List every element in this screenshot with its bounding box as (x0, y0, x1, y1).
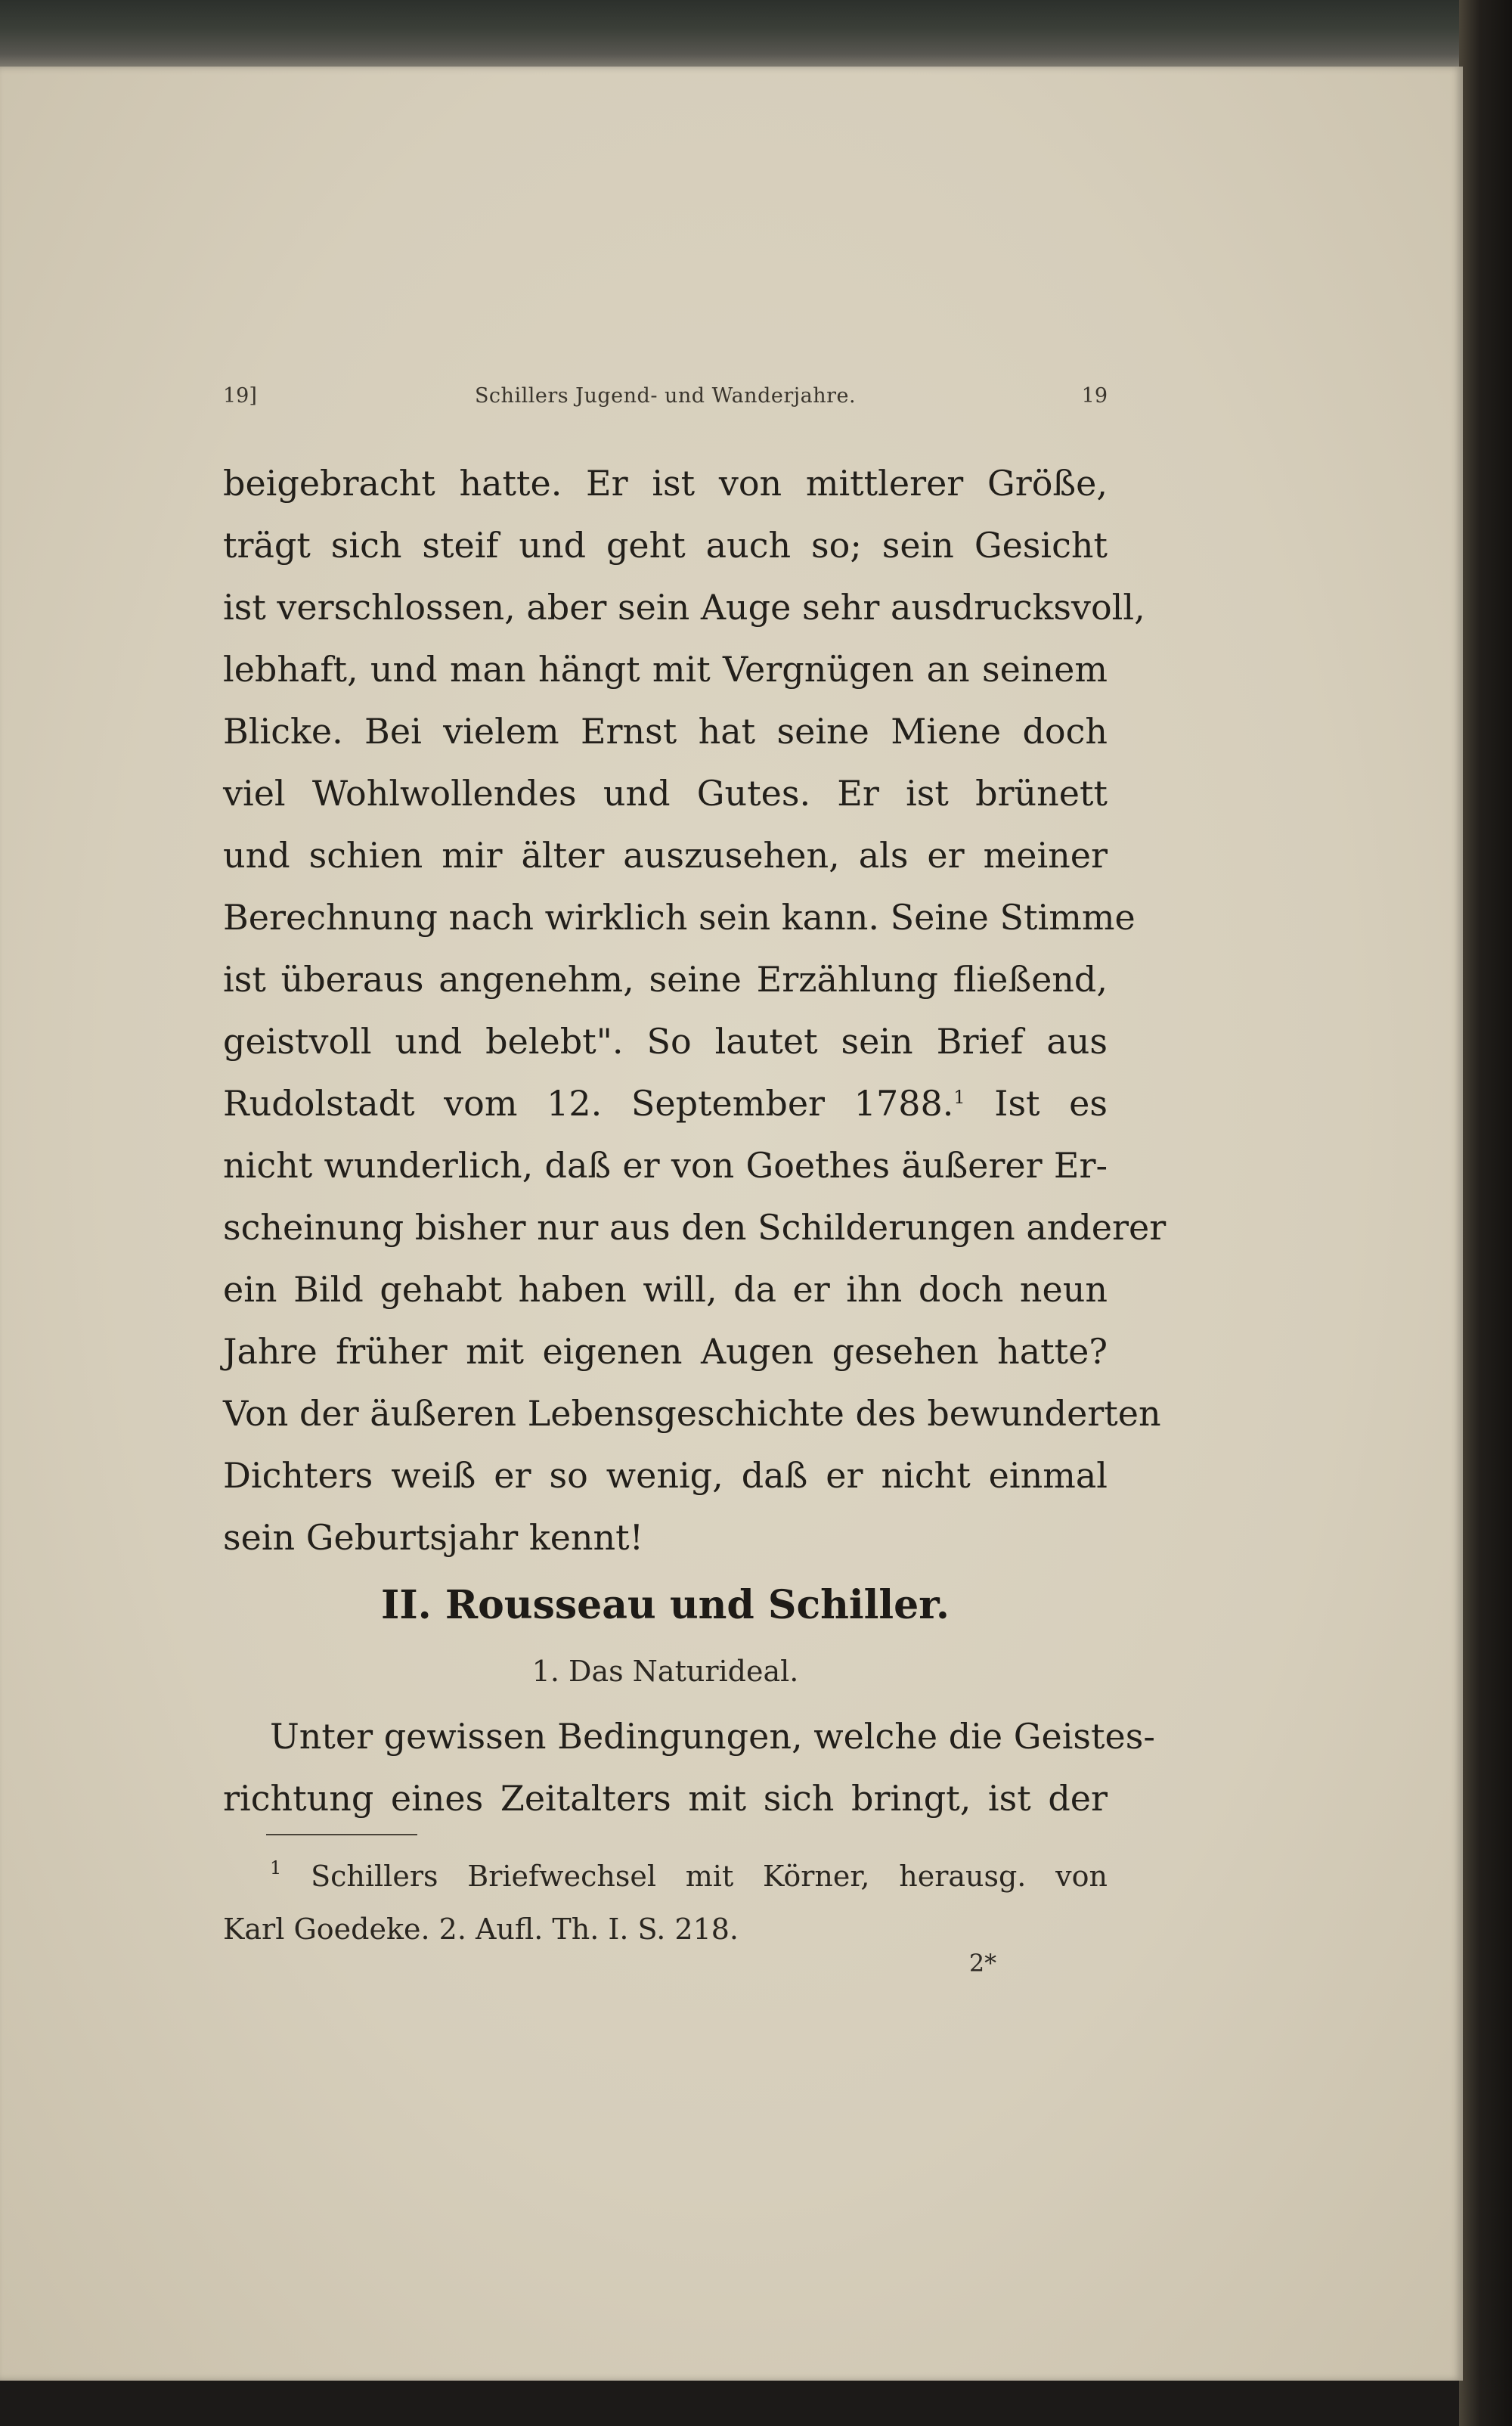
section-heading: II. Rousseau und Schiller. (381, 1582, 950, 1628)
text-line: geistvoll und belebt". So lautet sein Brief aus (223, 1021, 1108, 1062)
text-line: lebhaft, und man hängt mit Vergnügen an seinem (223, 649, 1108, 690)
text-line: viel Wohlwollendes und Gutes. Er ist brünett (223, 773, 1108, 814)
text-line: nicht wunderlich, daß er von Goethes äußerer Er- (223, 1145, 1108, 1186)
text-line: richtung eines Zeitalters mit sich bringt, ist der (223, 1778, 1108, 1819)
text-line: Unter gewissen Bedingungen, welche die Geistes- (270, 1716, 1155, 1757)
text-line-with-footnote (223, 1072, 1108, 1134)
text-fragment: Ist es (994, 1083, 1108, 1124)
text-fragment: Rudolstadt vom 12. September 1788. (223, 1083, 954, 1124)
footnote-text: Schillers Briefwechsel mit Körner, herausg. von (311, 1860, 1108, 1893)
footnotes (223, 1850, 1108, 1956)
page-number: 19 (1081, 384, 1108, 408)
signature-mark: 2* (968, 1949, 997, 1978)
text-line: Blicke. Bei vielem Ernst hat seine Miene doch (223, 711, 1108, 752)
text-line: Dichters weiß er so wenig, daß er nicht einmal (223, 1455, 1108, 1496)
text-line: beigebracht hatte. Er ist von mittlerer Größe, (223, 463, 1108, 504)
running-head (223, 384, 1108, 414)
text-line: und schien mir älter auszusehen, als er meiner (223, 835, 1108, 876)
running-head-left-number: 19] (223, 384, 257, 408)
footnote-line (223, 1850, 1108, 1903)
book-top-edge (0, 0, 1512, 72)
footnote-number: 1 (270, 1857, 282, 1878)
text-line: sein Geburtsjahr kennt! (223, 1517, 644, 1558)
footnote-line: Karl Goedeke. 2. Aufl. Th. I. S. 218. (223, 1913, 739, 1946)
text-line: ist überaus angenehm, seine Erzählung fließend, (223, 959, 1108, 1000)
book-binding-edge (1459, 0, 1512, 2426)
running-head-title: Schillers Jugend- und Wanderjahre. (474, 384, 857, 408)
text-line: Von der äußeren Lebensgeschichte des bewunderten (223, 1393, 1161, 1434)
text-line: scheinung bisher nur aus den Schilderungen anderer (223, 1207, 1167, 1248)
text-line: trägt sich steif und geht auch so; sein Gesicht (223, 525, 1108, 566)
text-line: ein Bild gehabt haben will, da er ihn doch neun (223, 1269, 1108, 1310)
text-line: Berechnung nach wirklich sein kann. Seine Stimme (223, 897, 1136, 938)
body-text (223, 452, 1167, 1568)
section-subheading: 1. Das Naturideal. (531, 1655, 799, 1688)
text-line: Jahre früher mit eigenen Augen gesehen hatte? (223, 1331, 1108, 1372)
text-line: ist verschlossen, aber sein Auge sehr ausdrucksvoll, (223, 587, 1145, 628)
section-body-text (223, 1703, 1155, 1827)
footnote-marker: 1 (953, 1087, 965, 1108)
footnote-divider (266, 1834, 417, 1835)
